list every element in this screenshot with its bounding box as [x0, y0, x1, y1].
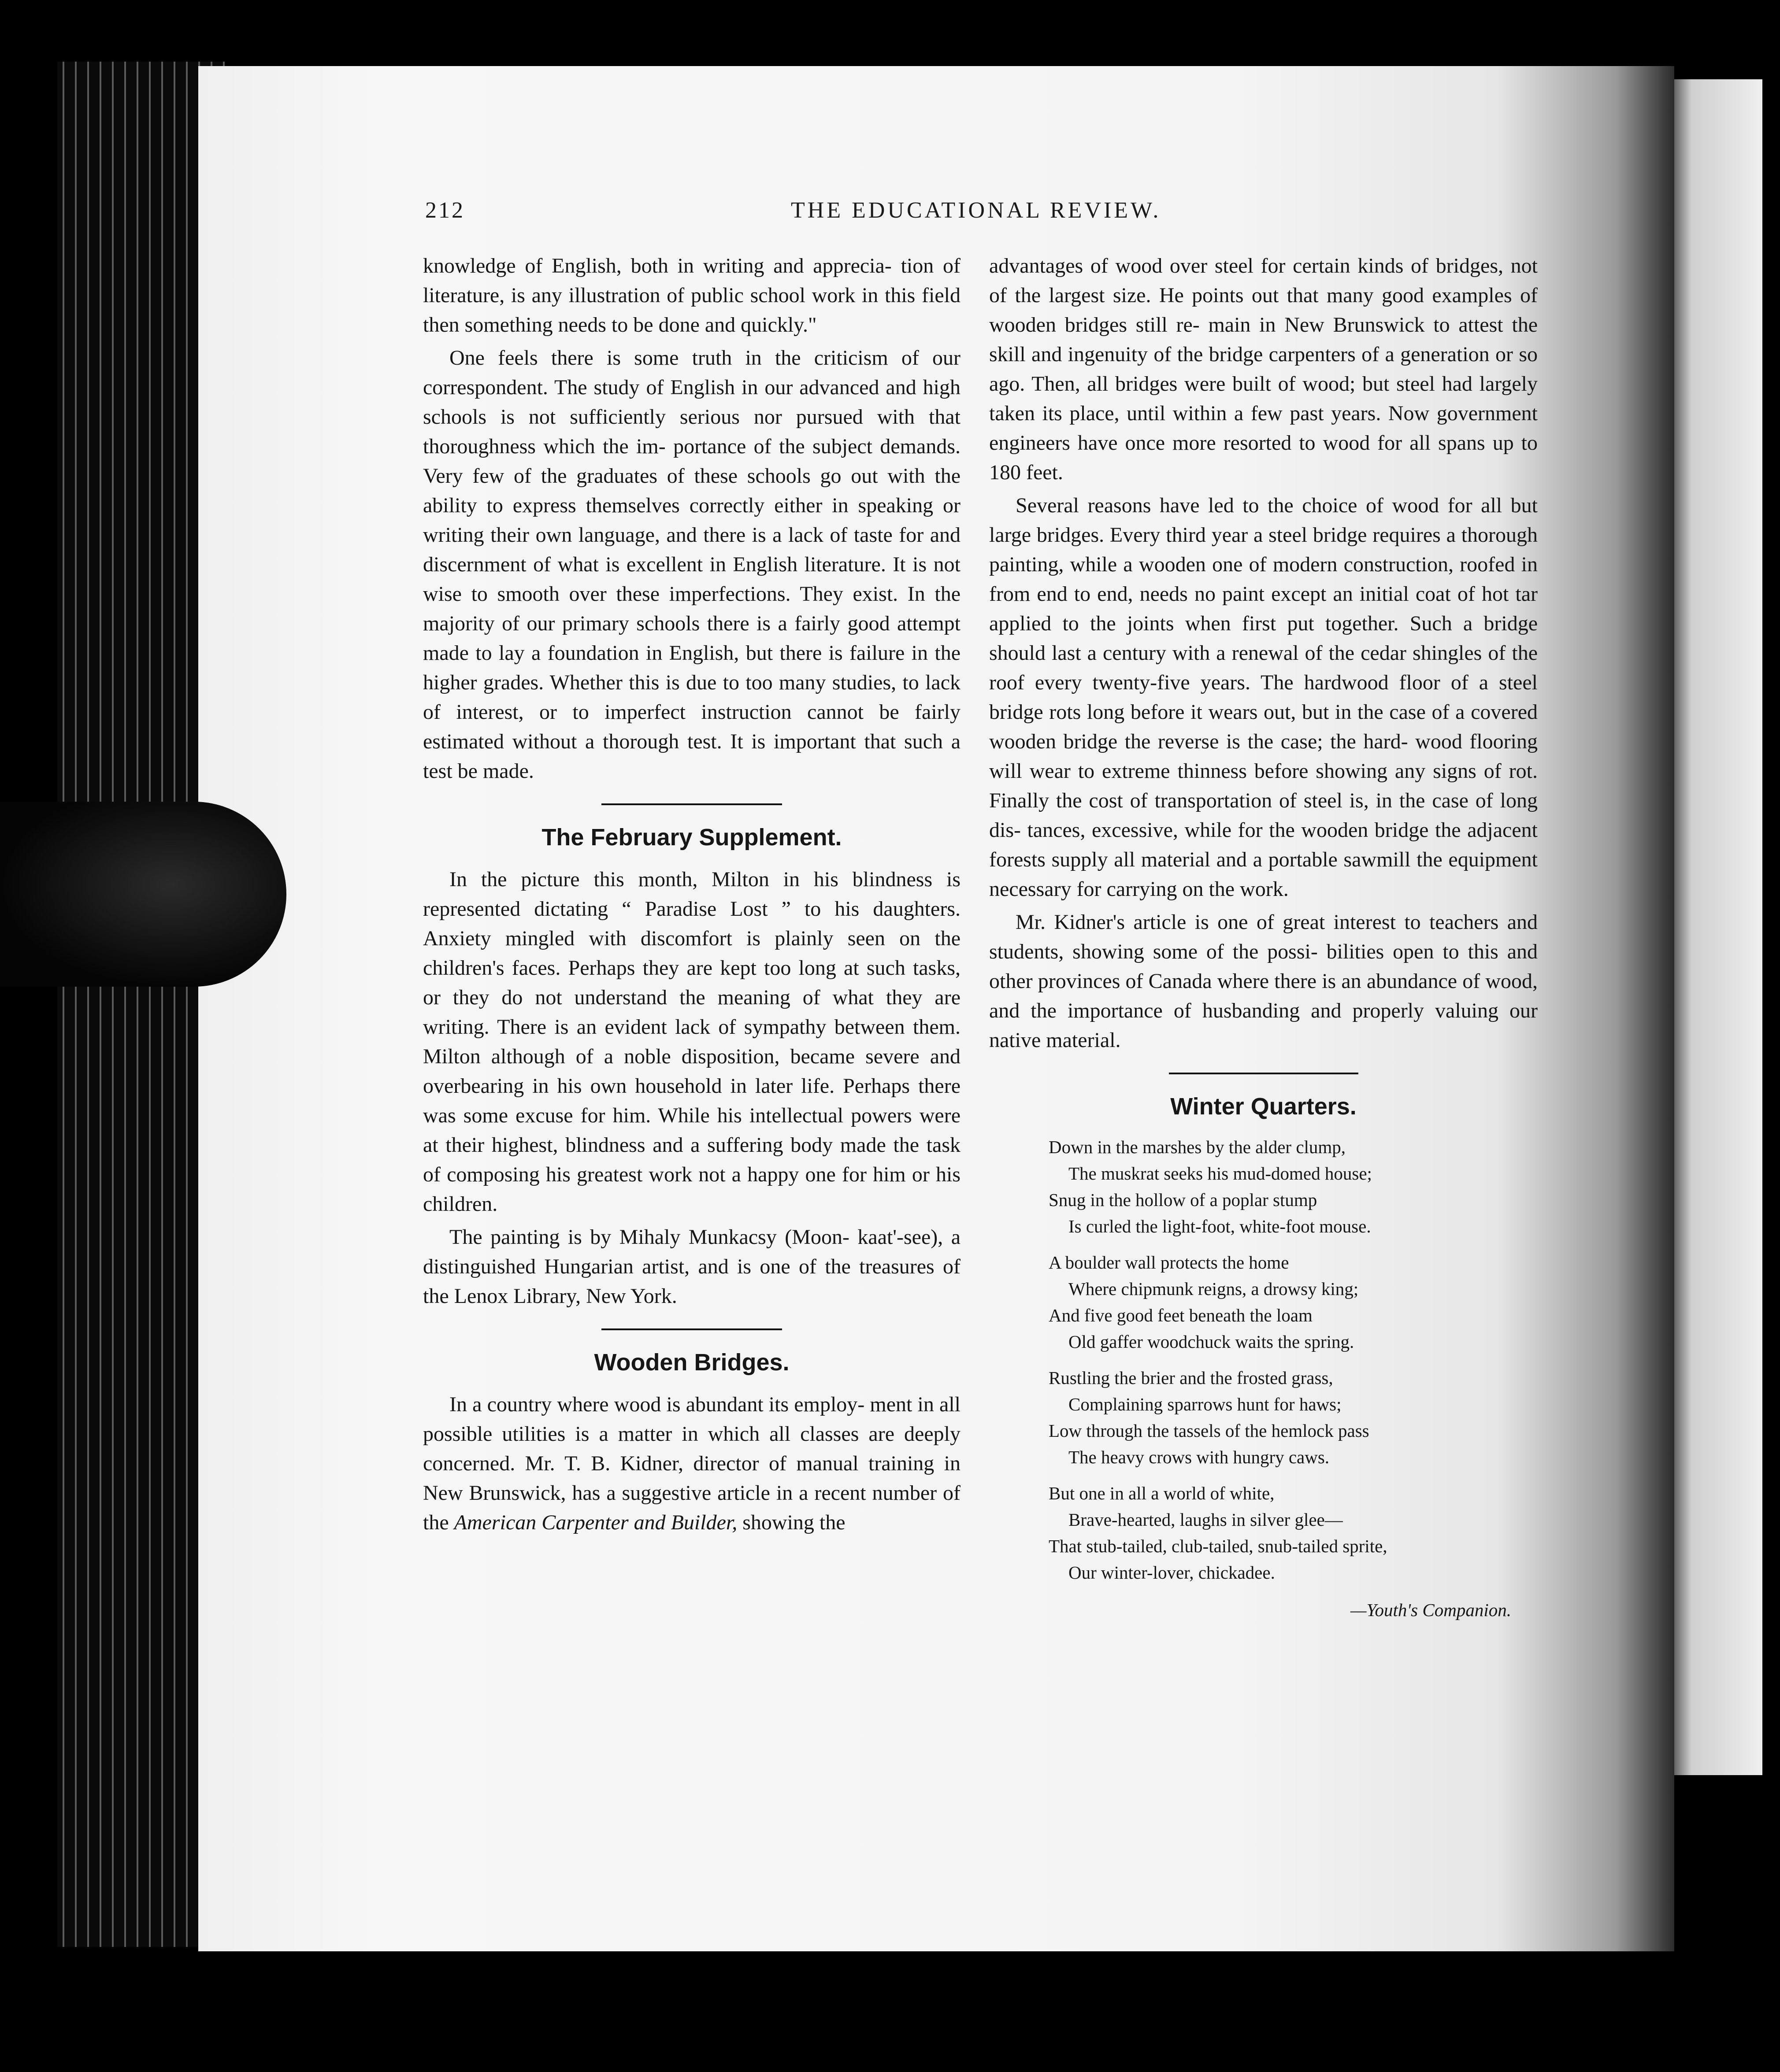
magazine-title: American Carpenter and Builder, [454, 1511, 738, 1534]
poem-stanza [1049, 1134, 1538, 1240]
page-header [425, 197, 1284, 233]
february-paragraph-2: The painting is by Mihaly Munkacsy (Moon- kaat'-see), a distinguished Hungarian artist, and is one of the treasures of the Lenox Library, New York. [423, 1225, 960, 1308]
poem-attribution: —Youth's Companion. [1350, 1600, 1511, 1620]
poem-stanza [1049, 1249, 1538, 1355]
poem-stanza [1049, 1480, 1538, 1586]
facing-page-edge [1661, 79, 1762, 1775]
bridges-paragraph-1: advantages of wood over steel for certain kinds of bridges, not of the largest size. He points out that many good examples of wooden bridges still re- main in New Brunswick to attest the skill and ingenuity of the bridge carpenters of a generation or so ago. Then, all bridges were built of wood; but steel had largely taken its place, until within a few past years. Now government engineers have once more resorted to wood for all spans up to 180 feet. [989, 254, 1538, 484]
poem-line: Is curled the light-foot, white-foot mouse. [1068, 1216, 1371, 1236]
thumb-holding-page [0, 802, 286, 987]
poem-line: Complaining sparrows hunt for haws; [1068, 1394, 1342, 1414]
poem-line: Snug in the hollow of a poplar stump [1049, 1190, 1317, 1210]
intro-paragraph: knowledge of English, both in writing and apprecia- tion of literature, is any illustration of public school work in this field then something needs to be done and quickly." [423, 254, 960, 337]
poem-line: Low through the tassels of the hemlock pass [1049, 1421, 1369, 1441]
section-divider [601, 803, 782, 805]
poem-line: But one in all a world of white, [1049, 1483, 1275, 1503]
section-divider [601, 1328, 782, 1330]
winter-quarters-heading: Winter Quarters. [1170, 1093, 1357, 1120]
poem-line: The muskrat seeks his mud-domed house; [1068, 1163, 1372, 1184]
poem-line: Where chipmunk reigns, a drowsy king; [1068, 1279, 1359, 1299]
poem-line: The heavy crows with hungry caws. [1068, 1447, 1330, 1467]
poem-line: Rustling the brier and the frosted grass, [1049, 1368, 1333, 1388]
poem-line: Brave-hearted, laughs in silver glee— [1068, 1510, 1343, 1530]
section-divider [1169, 1073, 1358, 1074]
wooden-bridges-heading: Wooden Bridges. [594, 1349, 790, 1376]
poem-stanza [1049, 1365, 1538, 1470]
wooden-bridges-text-a: In a country where wood is abundant its employ- ment in all possible utilities is a matter in which all classes are deeply concerned. Mr. T. B. Kidner, director of manual training in New Brunswick, has a suggestive article in a recent number of the [423, 1393, 960, 1534]
wooden-bridges-text-b: showing the [737, 1511, 846, 1534]
bridges-paragraph-2: Several reasons have led to the choice of wood for all but large bridges. Every third year a steel bridge requires a thorough painting, while a wooden one of modern construction, roofed in from end to end, needs no paint except an initial coat of hot tar applied to the joints when first put together. Such a bridge should last a century with a renewal of the cedar shingles of the roof every twenty-five years. The hardwood floor of a steel bridge rots long before it wears out, but in the case of a covered wooden bridge the reverse is the case; the hard- wood flooring will wear to extreme thinness before showing any signs of rot. Finally the cost of transportation of steel is, in the case of long dis- tances, excessive, while for the wooden bridge the adjacent forests supply all material and a portable sawmill the equipment necessary for carrying on the work. [989, 494, 1538, 901]
poem-line: Our winter-lover, chickadee. [1068, 1562, 1275, 1583]
february-paragraph-1: In the picture this month, Milton in his blindness is represented dictating “ Paradise Lost ” to his daughters. Anxiety mingled with discomfort is plainly seen on the children's faces. Perhaps they are kept too long at such tasks, or they do not understand the meaning of what they are writing. There is an evident lack of sympathy between them. Milton although of a noble disposition, became severe and overbearing in his own household in later life. Perhaps there was some excuse for him. While his intellectual powers were at their highest, blindness and a suffering body made the task of composing his greatest work not a happy one for him or his children. [423, 868, 960, 1216]
page-number: 212 [425, 198, 465, 223]
february-supplement-heading: The February Supplement. [541, 824, 842, 851]
poem-line: Down in the marshes by the alder clump, [1049, 1137, 1346, 1157]
running-title: THE EDUCATIONAL REVIEW. [791, 198, 1161, 223]
wooden-bridges-paragraph-1 [423, 1390, 960, 1537]
poem-line: That stub-tailed, club-tailed, snub-tailed sprite, [1049, 1536, 1387, 1556]
poem-line: A boulder wall protects the home [1049, 1252, 1289, 1273]
poem [1049, 1134, 1538, 1586]
poem-line: And five good feet beneath the loam [1049, 1305, 1313, 1325]
poem-line: Old gaffer woodchuck waits the spring. [1068, 1332, 1354, 1352]
left-column [423, 251, 960, 1541]
bridges-paragraph-3: Mr. Kidner's article is one of great interest to teachers and students, showing some of the possi- bilities open to this and other provinces of Canada where there is an abundance of wood, and the importance of husbanding and properly valuing our native material. [989, 910, 1538, 1052]
criticism-paragraph: One feels there is some truth in the criticism of our correspondent. The study of English in our advanced and high schools is not sufficiently serious nor pursued with that thoroughness which the im- portance of the subject demands. Very few of the graduates of these schools go out with the ability to express themselves correctly either in speaking or writing their own language, and there is a lack of taste for and discernment of what is excellent in English literature. It is not wise to smooth over these imperfections. They exist. In the majority of our primary schools there is a fairly good attempt made to lay a foundation in English, but there is failure in the higher grades. Whether this is due to too many studies, to lack of interest, or to imperfect instruction cannot be fairly estimated without a thorough test. It is important that such a test be made. [423, 346, 960, 783]
right-column [989, 251, 1538, 1625]
